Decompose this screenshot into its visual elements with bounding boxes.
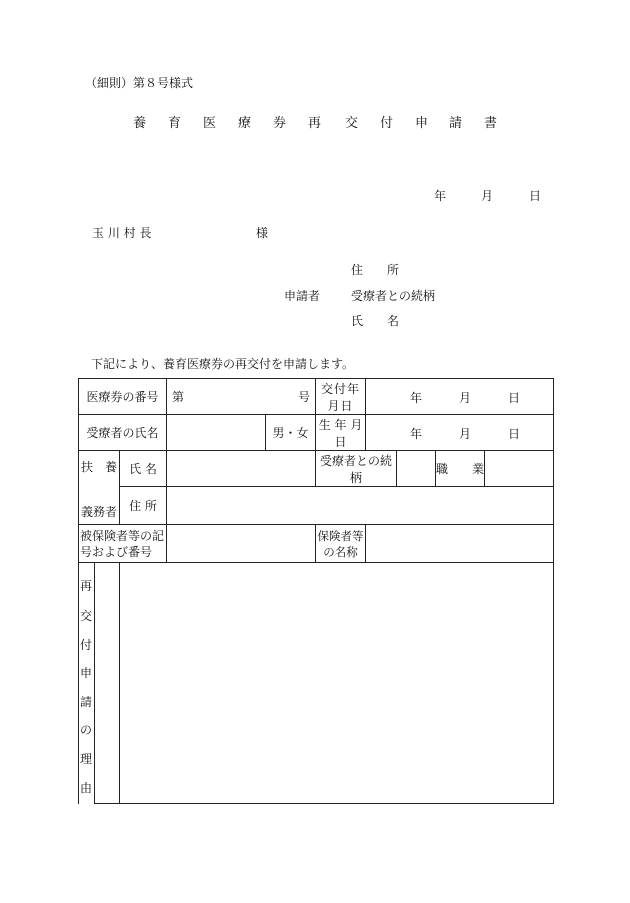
- issue-day: 日: [508, 390, 521, 405]
- birth-month: 月: [459, 426, 472, 441]
- form-number: （細則）第８号様式: [85, 76, 194, 90]
- title-char: 再: [308, 116, 322, 131]
- table-row: [79, 487, 554, 525]
- table-row: [79, 451, 554, 487]
- intro-text: 下記により、養育医療券の再交付を申請します。: [91, 357, 355, 371]
- birth-year: 年: [410, 426, 423, 441]
- guardian-relation-field[interactable]: [397, 451, 436, 487]
- birth-day: 日: [508, 426, 521, 441]
- reason-char: 再: [79, 579, 92, 593]
- patient-name-field[interactable]: [167, 415, 266, 451]
- title-char: 書: [484, 116, 498, 131]
- title-char: 申: [415, 116, 429, 131]
- guardian-relation-label: 受療者との続柄: [316, 451, 397, 487]
- insured-number-field[interactable]: [167, 525, 316, 563]
- title-char: 育: [168, 116, 182, 131]
- title-char: 請: [449, 116, 463, 131]
- applicant-label: 申請者: [284, 289, 321, 303]
- title-char: 医: [203, 116, 217, 131]
- reason-char: 申: [79, 666, 92, 680]
- occupation-field[interactable]: [485, 451, 554, 487]
- guardian-address-field[interactable]: [167, 487, 554, 525]
- application-table: [78, 378, 554, 804]
- insurer-name-label: 保険者等の名称: [316, 525, 366, 563]
- reason-field[interactable]: [120, 563, 554, 804]
- guardian-label: [79, 451, 120, 525]
- occupation-label: 職 業: [436, 451, 485, 487]
- reason-char: の: [79, 723, 92, 737]
- table-row: [79, 525, 554, 563]
- table-row: [79, 563, 554, 804]
- reason-char: 理: [79, 752, 92, 766]
- reason-char: 付: [79, 638, 92, 652]
- date-month: 月: [481, 189, 494, 203]
- table-row: [79, 379, 554, 415]
- insured-number-label: 被保険者等の記号および番号: [79, 525, 167, 563]
- date-day: 日: [529, 189, 542, 203]
- title-char: 付: [380, 116, 394, 131]
- title-char: 券: [273, 116, 287, 131]
- reason-char: 請: [79, 695, 92, 709]
- guardian-name-label: 氏 名: [120, 451, 167, 487]
- title-char: 交: [345, 116, 359, 131]
- issue-date-label: 交付年月日: [316, 379, 366, 415]
- date-year: 年: [434, 189, 447, 203]
- issue-year: 年: [410, 390, 423, 405]
- guardian-address-label: 住 所: [120, 487, 167, 525]
- ticket-number-field[interactable]: [167, 379, 316, 415]
- applicant-relation-label: 受療者との続柄: [351, 289, 436, 303]
- issue-date-field[interactable]: [366, 379, 554, 415]
- reason-label-column: [78, 563, 95, 804]
- birth-date-label: 生 年 月 日: [316, 415, 366, 451]
- applicant-address-label: 住 所: [351, 263, 400, 277]
- issue-month: 月: [459, 390, 472, 405]
- ticket-number-label: 医療券の番号: [79, 379, 167, 415]
- guardian-name-field[interactable]: [167, 451, 316, 487]
- addressee-name: 玉 川 村 長: [92, 226, 152, 240]
- applicant-name-label: 氏 名: [351, 314, 400, 328]
- reason-char: 交: [79, 609, 92, 623]
- title-char: 養: [133, 116, 147, 131]
- reason-char: 由: [79, 781, 92, 795]
- addressee-honorific: 様: [256, 226, 269, 240]
- table-row: [79, 415, 554, 451]
- guardian-label-top: 扶 養: [80, 460, 117, 474]
- guardian-label-bottom: 義務者: [80, 505, 117, 519]
- birth-date-field[interactable]: [366, 415, 554, 451]
- ticket-number-prefix: 第: [172, 390, 185, 404]
- insurer-name-field[interactable]: [366, 525, 554, 563]
- sex-select[interactable]: 男・女: [266, 415, 316, 451]
- patient-name-label: 受療者の氏名: [79, 415, 167, 451]
- ticket-number-suffix: 号: [298, 390, 311, 404]
- title-char: 療: [238, 116, 252, 131]
